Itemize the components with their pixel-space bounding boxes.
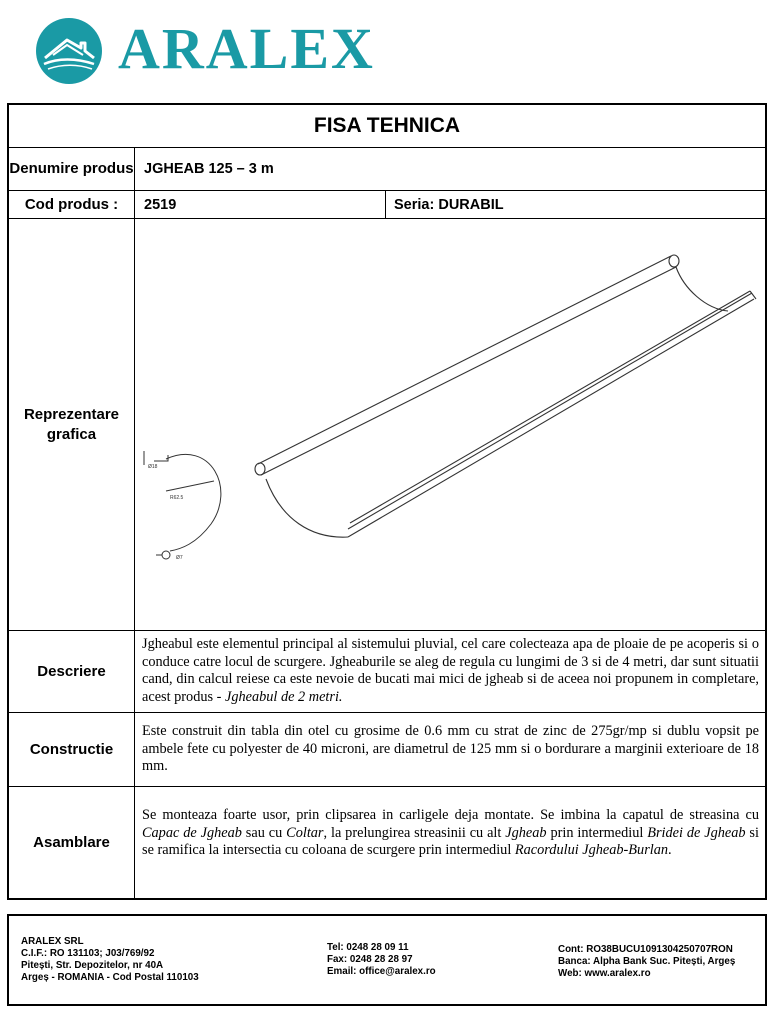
footer-company: ARALEX SRL C.I.F.: RO 131103; J03/769/92 Pitești, Str. Depozitelor, nr 40A Argeș - ROMANIA - Cod Postal 110103 [21, 936, 199, 983]
product-label: Denumire produs [9, 148, 135, 190]
code-label: Cod produs : [9, 191, 135, 218]
construction-label: Constructie [9, 713, 135, 786]
gutter-front-edge [348, 299, 754, 537]
website-link[interactable]: Web: www.aralex.ro [558, 968, 651, 979]
product-row [9, 148, 765, 191]
cross-section-profile [144, 451, 221, 561]
footer [7, 914, 767, 1006]
gutter-drawing [136, 219, 765, 629]
hem-dimension-label: Ø18 [148, 464, 158, 470]
footer-contact: Tel: 0248 28 09 11 Fax: 0248 28 28 97 Email: office@aralex.ro [327, 942, 436, 977]
code-row [9, 191, 765, 219]
description-row [9, 631, 765, 713]
product-name: JGHEAB 125 – 3 m [144, 161, 274, 177]
radius-dimension-label: R62.5 [170, 495, 184, 501]
sheet-title: FISA TEHNICA [313, 114, 461, 137]
construction-text: Este construit din tabla din otel cu grosime de 0.6 mm cu strat de zinc de 275gr/mp si dublu vopsit pe ambele fete cu polyester de 40 microni, are diametrul de 125 mm si o bordurare a marginii exterioare de 18 mm. [142, 723, 759, 774]
house-logo-icon [36, 18, 102, 84]
assembly-row [9, 787, 765, 898]
email-link[interactable]: Email: office@aralex.ro [327, 966, 436, 977]
graphic-row [9, 219, 765, 631]
sheet-title-row [9, 105, 765, 148]
gutter-back-top-edge [258, 256, 671, 464]
assembly-text: Se monteaza foarte usor, prin clipsarea in carligele deja montate. Se imbina la capatul de streasina cu Capac de Jgheab sau cu Coltar, la prelungirea streasinii cu alt Jgheab prin intermediul Bridei de Jgheab si se ramifica la intersectia cu coloana de scurgere prin intermediul Racordului Jgheab-Burlan. [142, 807, 759, 858]
brand-name: ARALEX [118, 16, 375, 81]
construction-row [9, 713, 765, 787]
series-value: DURABIL [438, 196, 504, 213]
gutter-bead-end [255, 463, 265, 475]
code-value: 2519 [136, 191, 386, 218]
header [0, 0, 768, 100]
assembly-label: Asamblare [9, 787, 135, 898]
series-label: Seria: [394, 196, 435, 213]
description-label: Descriere [9, 631, 135, 712]
footer-bank: Cont: RO38BUCU1091304250707RON Banca: Alpha Bank Suc. Pitești, Argeș Web: www.aralex.ro [558, 944, 736, 979]
graphic-label: Reprezentare grafica [9, 219, 135, 630]
technical-sheet [7, 103, 767, 900]
description-text: Jgheabul este elementul principal al sistemului pluvial, cel care colecteaza apa de ploaie de pe acoperis si o conduce catre locul de scurgere. Jgheaburile se aleg de regula cu lungimi de 3 si de 4 metri, dar sunt situatii cand, din calcul reiese ca este nevoie de bucati mai mici de jgheab si de aceea noi propunem in completare, acest produs - Jgheabul de 2 metri. [142, 636, 759, 705]
series-field [386, 191, 504, 218]
bead-dimension-label: Ø7 [176, 555, 183, 561]
